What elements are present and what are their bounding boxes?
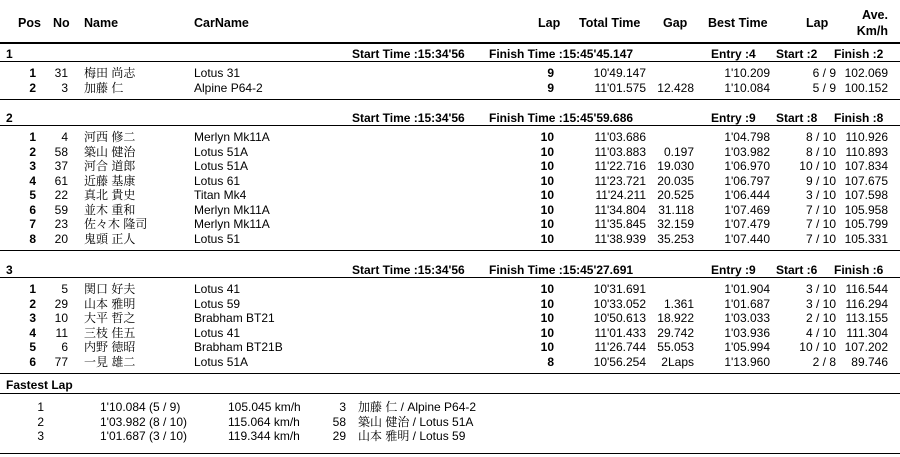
- cell-best-time: 1'07.469: [724, 202, 770, 217]
- fastest-car-no: 29: [332, 429, 346, 443]
- group-bottom-rule: [0, 250, 900, 251]
- cell-carname: Alpine P64-2: [194, 80, 263, 95]
- cell-ave: 100.152: [844, 80, 888, 95]
- cell-best-time: 1'06.444: [724, 188, 770, 202]
- cell-best-lap: 7 / 10: [805, 202, 836, 217]
- cell-lap: 10: [540, 325, 554, 340]
- cell-total-time: 10'50.613: [593, 311, 646, 325]
- finish-count: Finish :8: [834, 111, 884, 125]
- cell-best-lap: 2 / 8: [812, 354, 836, 369]
- cell-total-time: 11'26.744: [594, 340, 646, 354]
- cell-gap: 2Laps: [661, 354, 694, 369]
- group-header: [0, 110, 900, 126]
- cell-carname: Merlyn Mk11A: [194, 202, 270, 217]
- fastest-time: 1'01.687 (3 / 10): [100, 429, 188, 443]
- result-row: [0, 217, 900, 231]
- cell-gap: 32.159: [657, 217, 694, 231]
- cell-driver: 大平 哲之: [84, 311, 136, 325]
- cell-best-lap: 8 / 10: [805, 144, 836, 159]
- cell-no: 31: [54, 66, 68, 80]
- cell-lap: 8: [547, 354, 554, 369]
- finish-time: Finish Time :15:45'45.147: [489, 47, 634, 61]
- cell-driver: 河西 修二: [84, 130, 136, 144]
- cell-best-time: 1'06.797: [724, 173, 770, 188]
- cell-best-lap: 2 / 10: [805, 311, 836, 325]
- result-row: [0, 130, 900, 144]
- cell-best-time: 1'10.084: [724, 80, 770, 95]
- cell-lap: 10: [540, 144, 554, 159]
- cell-driver: 真北 貴史: [84, 188, 136, 202]
- cell-ave: 107.834: [844, 159, 888, 173]
- cell-driver: 内野 徳昭: [84, 340, 136, 354]
- cell-pos: 1: [29, 66, 36, 80]
- cell-total-time: 10'33.052: [593, 296, 646, 311]
- col-gap: Gap: [663, 16, 688, 30]
- cell-pos: 3: [29, 311, 36, 325]
- finish-count: Finish :6: [834, 263, 884, 277]
- cell-driver: 並木 重和: [84, 202, 136, 217]
- group-bottom-rule: [0, 99, 900, 100]
- cell-no: 61: [54, 173, 68, 188]
- fastest-speed: 105.045 km/h: [228, 400, 301, 414]
- cell-no: 10: [54, 311, 68, 325]
- cell-lap: 10: [540, 340, 554, 354]
- cell-best-lap: 10 / 10: [799, 340, 836, 354]
- cell-best-time: 1'10.209: [724, 66, 770, 80]
- cell-pos: 3: [29, 159, 36, 173]
- fastest-driver-car: 加藤 仁 / Alpine P64-2: [358, 400, 477, 414]
- fastest-time: 1'03.982 (8 / 10): [100, 414, 188, 429]
- cell-driver: 関口 好夫: [84, 282, 136, 296]
- cell-total-time: 10'56.254: [593, 354, 646, 369]
- cell-driver: 築山 健治: [84, 144, 136, 159]
- result-row: [0, 145, 900, 159]
- fastest-lap-title: Fastest Lap: [6, 378, 73, 392]
- entry-count: Entry :9: [711, 111, 756, 125]
- group-label: 2: [6, 111, 13, 125]
- group-label: 1: [6, 47, 13, 61]
- group-header: [0, 46, 900, 62]
- cell-lap: 10: [540, 188, 554, 202]
- result-row: [0, 174, 900, 188]
- cell-ave: 105.799: [844, 217, 888, 231]
- fastest-lap-bottom-rule: [0, 453, 900, 454]
- cell-ave: 110.893: [845, 144, 888, 159]
- cell-best-time: 1'05.994: [724, 340, 770, 354]
- cell-total-time: 11'01.433: [594, 325, 646, 340]
- cell-lap: 10: [540, 159, 554, 173]
- col-lap: Lap: [538, 16, 561, 30]
- cell-best-time: 1'03.982: [724, 144, 770, 159]
- cell-ave: 116.294: [845, 296, 888, 311]
- result-row: [0, 188, 900, 202]
- cell-total-time: 11'34.804: [594, 202, 646, 217]
- entry-count: Entry :9: [711, 263, 756, 277]
- col-ave-line2: Km/h: [856, 24, 888, 38]
- finish-time: Finish Time :15:45'27.691: [489, 263, 634, 277]
- cell-best-lap: 3 / 10: [805, 296, 836, 311]
- cell-carname: Lotus 41: [194, 282, 241, 296]
- result-row: [0, 326, 900, 340]
- result-row: [0, 340, 900, 354]
- cell-pos: 6: [29, 354, 36, 369]
- fastest-lap-row: [0, 400, 900, 414]
- start-time: Start Time :15:34'56: [352, 111, 465, 125]
- cell-no: 4: [61, 130, 68, 144]
- cell-ave: 107.598: [844, 188, 888, 202]
- cell-best-lap: 4 / 10: [805, 325, 836, 340]
- result-row: [0, 159, 900, 173]
- cell-ave: 116.544: [845, 282, 888, 296]
- cell-pos: 7: [29, 217, 36, 231]
- cell-lap: 10: [540, 282, 554, 296]
- fastest-speed: 119.344 km/h: [228, 429, 300, 443]
- cell-carname: Lotus 51A: [194, 144, 249, 159]
- cell-best-time: 1'03.936: [724, 325, 770, 340]
- cell-best-time: 1'07.440: [724, 231, 770, 246]
- cell-carname: Lotus 51: [194, 231, 241, 246]
- fastest-lap-row: [0, 415, 900, 429]
- cell-pos: 6: [29, 202, 36, 217]
- cell-pos: 2: [29, 144, 36, 159]
- col-pos: Pos: [18, 16, 41, 30]
- results-header: [0, 0, 900, 44]
- cell-no: 37: [54, 159, 68, 173]
- fastest-car-no: 3: [339, 400, 346, 414]
- cell-ave: 107.202: [844, 340, 888, 354]
- cell-gap: 31.118: [658, 202, 694, 217]
- cell-no: 77: [54, 354, 68, 369]
- start-time: Start Time :15:34'56: [352, 47, 465, 61]
- cell-best-lap: 5 / 9: [812, 80, 836, 95]
- cell-best-time: 1'01.687: [724, 296, 770, 311]
- cell-gap: 12.428: [657, 80, 694, 95]
- cell-best-time: 1'06.970: [724, 159, 770, 173]
- cell-ave: 113.155: [845, 311, 888, 325]
- result-row: [0, 232, 900, 246]
- cell-carname: Merlyn Mk11A: [194, 217, 270, 231]
- finish-count: Finish :2: [834, 47, 884, 61]
- cell-carname: Titan Mk4: [194, 188, 247, 202]
- start-time: Start Time :15:34'56: [352, 263, 465, 277]
- cell-gap: 35.253: [657, 231, 694, 246]
- cell-driver: 近藤 基康: [84, 173, 136, 188]
- col-carname: CarName: [194, 16, 249, 30]
- cell-driver: 河合 道郎: [84, 159, 136, 173]
- cell-gap: 0.197: [663, 144, 694, 159]
- group-bottom-rule: [0, 373, 900, 374]
- cell-driver: 鬼頭 正人: [84, 231, 136, 246]
- fastest-group: 1: [37, 400, 44, 414]
- cell-ave: 111.304: [846, 325, 888, 340]
- group-label: 3: [6, 263, 13, 277]
- cell-total-time: 11'03.686: [594, 130, 646, 144]
- start-count: Start :2: [776, 47, 818, 61]
- cell-total-time: 11'35.845: [594, 217, 646, 231]
- cell-pos: 5: [29, 188, 36, 202]
- cell-lap: 9: [547, 80, 554, 95]
- cell-gap: 1.361: [663, 296, 694, 311]
- cell-gap: 20.525: [657, 188, 694, 202]
- cell-gap: 18.922: [657, 311, 694, 325]
- cell-lap: 10: [540, 202, 554, 217]
- result-row: [0, 297, 900, 311]
- cell-best-lap: 10 / 10: [799, 159, 836, 173]
- cell-lap: 10: [540, 217, 554, 231]
- cell-pos: 8: [29, 231, 36, 246]
- cell-no: 11: [55, 325, 68, 340]
- cell-pos: 1: [29, 130, 36, 144]
- cell-no: 29: [54, 296, 68, 311]
- cell-no: 5: [61, 282, 68, 296]
- cell-carname: Lotus 61: [194, 173, 241, 188]
- cell-gap: 20.035: [657, 173, 694, 188]
- cell-pos: 2: [29, 296, 36, 311]
- col-best-lap: Lap: [806, 16, 829, 30]
- cell-ave: 102.069: [844, 66, 888, 80]
- cell-carname: Lotus 31: [194, 66, 241, 80]
- cell-best-time: 1'04.798: [724, 130, 770, 144]
- cell-total-time: 10'49.147: [593, 66, 646, 80]
- cell-total-time: 11'23.721: [594, 173, 646, 188]
- col-no: No: [53, 16, 70, 30]
- cell-best-lap: 3 / 10: [805, 188, 836, 202]
- cell-carname: Brabham BT21: [194, 311, 275, 325]
- cell-carname: Lotus 41: [194, 325, 241, 340]
- cell-driver: 山本 雅明: [84, 296, 136, 311]
- fastest-time: 1'10.084 (5 / 9): [100, 400, 181, 414]
- cell-gap: 19.030: [657, 159, 694, 173]
- fastest-car-no: 58: [332, 414, 346, 429]
- col-name: Name: [84, 16, 119, 30]
- cell-ave: 105.958: [844, 202, 888, 217]
- result-row: [0, 355, 900, 369]
- fastest-driver-car: 築山 健治 / Lotus 51A: [358, 414, 474, 429]
- cell-total-time: 11'22.716: [594, 159, 646, 173]
- fastest-speed: 115.064 km/h: [228, 414, 300, 429]
- cell-carname: Lotus 59: [194, 296, 241, 311]
- cell-pos: 4: [29, 325, 36, 340]
- fastest-driver-car: 山本 雅明 / Lotus 59: [358, 429, 466, 443]
- result-row: [0, 203, 900, 217]
- cell-lap: 10: [540, 231, 554, 246]
- cell-pos: 5: [29, 340, 36, 354]
- cell-best-time: 1'13.960: [724, 354, 770, 369]
- cell-best-time: 1'07.479: [724, 217, 770, 231]
- cell-best-lap: 6 / 9: [812, 66, 836, 80]
- col-ave-line1: Ave.: [862, 8, 888, 22]
- entry-count: Entry :4: [711, 47, 756, 61]
- result-row: [0, 81, 900, 95]
- start-count: Start :8: [776, 111, 818, 125]
- cell-ave: 107.675: [844, 173, 888, 188]
- cell-no: 22: [54, 188, 68, 202]
- fastest-lap-title-bar: [0, 377, 900, 394]
- cell-driver: 加藤 仁: [84, 80, 124, 95]
- cell-best-time: 1'01.904: [724, 282, 770, 296]
- col-total-time: Total Time: [579, 16, 641, 30]
- cell-best-lap: 3 / 10: [805, 282, 836, 296]
- cell-lap: 10: [540, 130, 554, 144]
- cell-ave: 89.746: [851, 354, 888, 369]
- cell-ave: 105.331: [844, 231, 888, 246]
- cell-carname: Brabham BT21B: [194, 340, 283, 354]
- cell-total-time: 11'38.939: [594, 231, 646, 246]
- cell-best-time: 1'03.033: [724, 311, 770, 325]
- result-row: [0, 282, 900, 296]
- cell-ave: 110.926: [845, 130, 888, 144]
- cell-gap: 29.742: [657, 325, 694, 340]
- cell-best-lap: 9 / 10: [805, 173, 836, 188]
- cell-total-time: 10'31.691: [593, 282, 646, 296]
- cell-lap: 10: [540, 296, 554, 311]
- cell-lap: 10: [540, 173, 554, 188]
- fastest-group: 3: [37, 429, 44, 443]
- cell-total-time: 11'03.883: [594, 144, 646, 159]
- cell-carname: Merlyn Mk11A: [194, 130, 270, 144]
- cell-carname: Lotus 51A: [194, 354, 249, 369]
- start-count: Start :6: [776, 263, 818, 277]
- cell-no: 58: [54, 144, 68, 159]
- fastest-group: 2: [37, 414, 44, 429]
- cell-pos: 2: [29, 80, 36, 95]
- cell-best-lap: 7 / 10: [805, 231, 836, 246]
- cell-total-time: 11'01.575: [594, 80, 646, 95]
- cell-no: 20: [54, 231, 68, 246]
- cell-best-lap: 7 / 10: [805, 217, 836, 231]
- fastest-lap-row: [0, 429, 900, 443]
- cell-driver: 梅田 尚志: [84, 66, 136, 80]
- cell-pos: 1: [29, 282, 36, 296]
- group-header: [0, 262, 900, 278]
- cell-carname: Lotus 51A: [194, 159, 249, 173]
- cell-pos: 4: [29, 173, 36, 188]
- cell-best-lap: 8 / 10: [805, 130, 836, 144]
- cell-driver: 三枝 佳五: [84, 325, 136, 340]
- cell-lap: 9: [547, 66, 554, 80]
- cell-no: 6: [61, 340, 68, 354]
- cell-no: 59: [54, 202, 68, 217]
- cell-lap: 10: [540, 311, 554, 325]
- col-best-time: Best Time: [708, 16, 768, 30]
- result-row: [0, 66, 900, 80]
- cell-no: 23: [54, 217, 68, 231]
- cell-driver: 一見 雄二: [84, 354, 136, 369]
- cell-no: 3: [61, 80, 68, 95]
- cell-driver: 佐々木 隆司: [84, 217, 148, 231]
- result-row: [0, 311, 900, 325]
- finish-time: Finish Time :15:45'59.686: [489, 111, 634, 125]
- cell-gap: 55.053: [657, 340, 694, 354]
- cell-total-time: 11'24.211: [595, 188, 646, 202]
